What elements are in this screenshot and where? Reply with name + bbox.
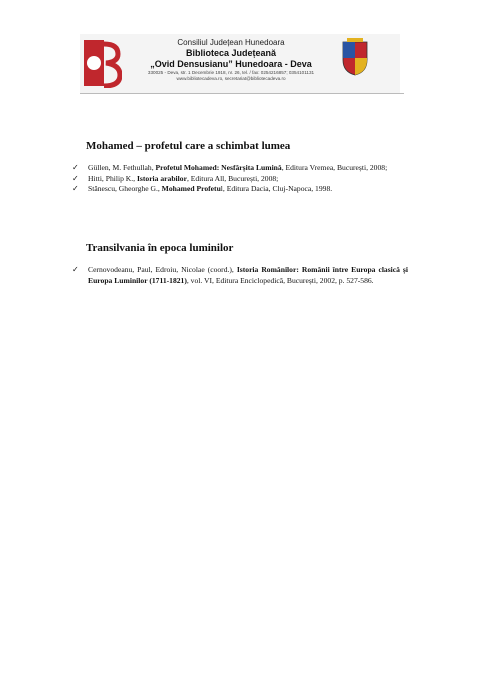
item-title: Istoria Românilor: Românii între Europa clasică și Europa Luminilor (1711-1821) bbox=[88, 265, 409, 285]
checkmark-icon: ✓ bbox=[72, 265, 79, 274]
library-name: Biblioteca Județeană bbox=[185, 48, 277, 58]
checkmark-icon: ✓ bbox=[72, 173, 79, 183]
library-address: 330025 - Deva, str. 1 Decembrie 1918, nr. 26, tel. / fax: 0254216857; 0354101131 bbox=[147, 70, 315, 75]
item-author: Güllen, M. Fethullah, bbox=[88, 163, 156, 172]
item-title: Mohamed Profetu bbox=[161, 184, 221, 194]
section-title-mohamed: Mohamed – profetul care a schimbat lumea bbox=[86, 140, 291, 152]
letterhead-text bbox=[128, 38, 334, 82]
county-coat-of-arms-icon bbox=[342, 38, 368, 76]
list-item bbox=[72, 163, 408, 174]
list-item bbox=[72, 174, 408, 185]
item-author: Stănescu, Gheorghe G., bbox=[88, 184, 162, 194]
council-name: Consiliul Județean Hunedoara bbox=[177, 38, 285, 47]
item-author: Cernovodeanu, Paul, Edroiu, Nicolae (coord.), bbox=[88, 265, 237, 274]
item-title: Istoria arabilor bbox=[136, 173, 187, 183]
bibliography-list-mohamed bbox=[72, 163, 408, 195]
item-details: , vol. VI, Editura Enciclopedică, București, 2002, p. 527-586. bbox=[186, 275, 374, 285]
bibliography-list-transilvania bbox=[72, 265, 408, 286]
library-logo-icon bbox=[82, 38, 122, 88]
checkmark-icon: ✓ bbox=[72, 163, 79, 172]
list-item bbox=[72, 184, 408, 195]
item-details: , Editura Vremea, București, 2008; bbox=[281, 163, 388, 172]
item-title: Profetul Mohamed: Nesfârșita Lumină bbox=[155, 163, 282, 172]
item-author: Hitti, Philip K., bbox=[88, 173, 137, 183]
checkmark-icon: ✓ bbox=[72, 184, 79, 194]
section-title-transilvania: Transilvania în epoca luminilor bbox=[86, 242, 234, 254]
item-details: l, Editura Dacia, Cluj-Napoca, 1998. bbox=[220, 184, 333, 194]
letterhead bbox=[80, 34, 400, 94]
library-contact: www.bibliotecadeva.ro, secretariat@bibliotecadeva.ro bbox=[176, 76, 286, 81]
library-subname: „Ovid Densusianu” Hunedoara - Deva bbox=[150, 59, 312, 69]
list-item bbox=[72, 265, 408, 286]
item-details: , Editura All, București, 2008; bbox=[186, 173, 279, 183]
header-divider bbox=[80, 93, 404, 94]
